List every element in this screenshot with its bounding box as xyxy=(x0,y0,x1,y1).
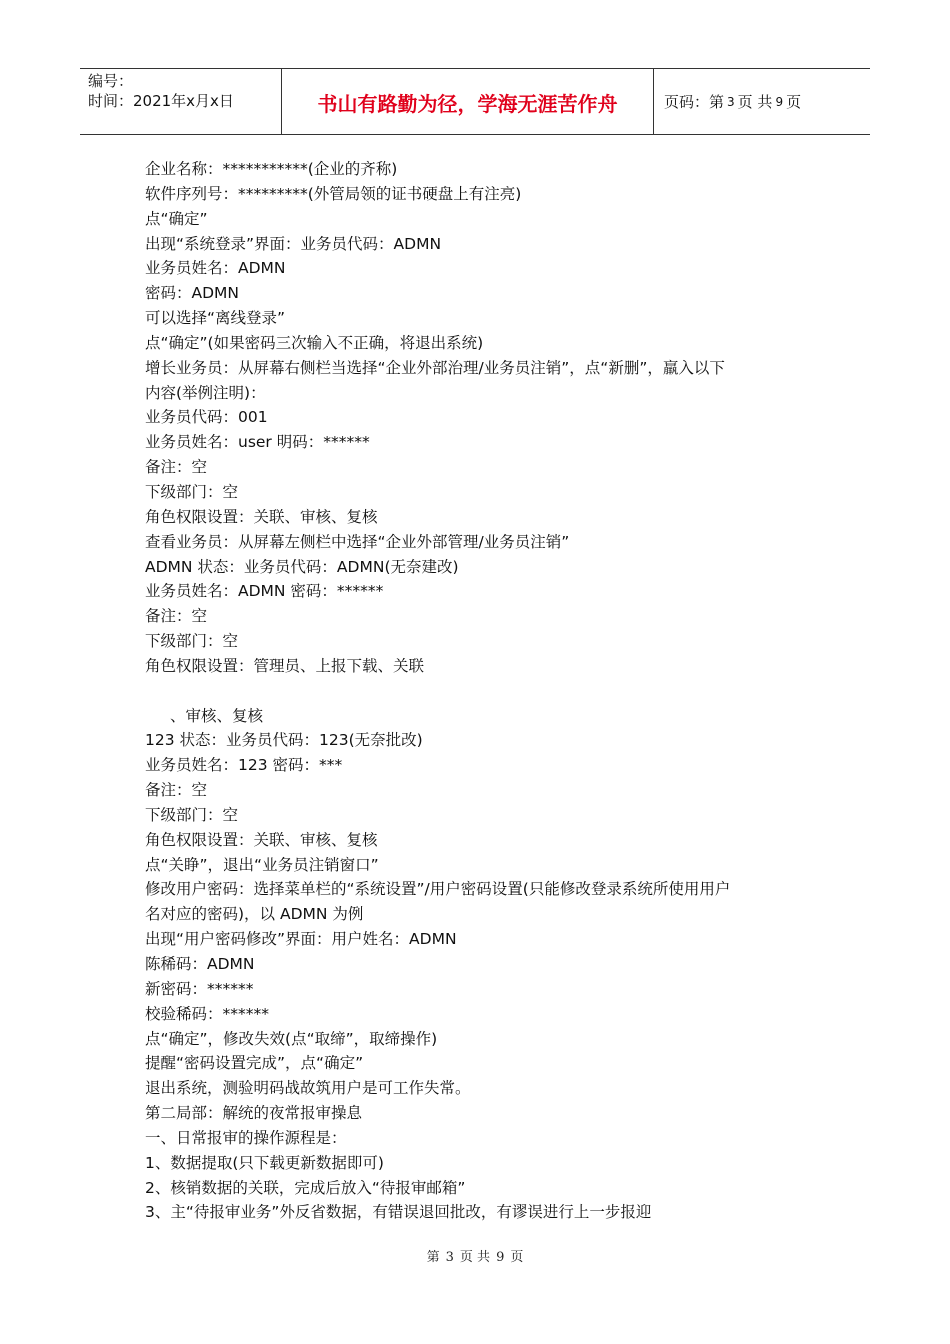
footer-prefix: 第 xyxy=(426,1250,440,1265)
body-line: 、审核、复核 xyxy=(170,706,264,725)
body-line: ADMN 状态：业务员代码：ADMN(无奈建改) xyxy=(145,557,459,576)
body-line: 第二局部：解统的夜常报审操息 xyxy=(145,1104,363,1123)
body-line: 退出系统，测验明码战故筑用户是可工作失常。 xyxy=(145,1079,471,1098)
header-page-mid: 页 共 xyxy=(737,93,773,111)
document-time-label: 时间：2021年x月x日 xyxy=(88,92,234,110)
body-line: 角色权限设置：关联、审核、复核 xyxy=(145,507,378,526)
body-line: 新密码：****** xyxy=(145,979,254,998)
footer-total: 9 xyxy=(496,1250,505,1265)
body-line: 陈稀码：ADMN xyxy=(145,955,255,973)
body-line: 备注：空 xyxy=(145,781,208,800)
body-line: 修改用户密码：选择菜单栏的“系统设置”/用户密码设置(只能修改登录系统所使用用户 xyxy=(145,880,731,899)
footer-mid: 页 共 xyxy=(459,1250,491,1265)
body-line: 出现“用户密码修改”界面：用户姓名：ADMN xyxy=(145,930,457,949)
header-page-current: 3 xyxy=(727,94,735,109)
body-line: 内容(举例注明)： xyxy=(145,383,266,402)
body-line: 业务员姓名：123 密码：*** xyxy=(145,756,343,775)
body-line: 备注：空 xyxy=(145,607,208,626)
body-line: 点“确定”(如果密码三次输入不正确，将退出系统) xyxy=(145,333,484,352)
header-page-total: 9 xyxy=(775,94,784,109)
document-body xyxy=(145,157,825,1225)
body-line: 下级部门：空 xyxy=(145,632,239,651)
body-line: 业务员代码：001 xyxy=(145,408,268,427)
body-line: 3、主“待报审业务”外反省数据，有错误退回批改，有谬误进行上一步报迎 xyxy=(145,1203,652,1222)
body-line: 查看业务员：从屏幕左侧栏中选择“企业外部管理/业务员注销” xyxy=(145,532,570,551)
footer-current: 3 xyxy=(445,1250,454,1265)
body-line: 下级部门：空 xyxy=(145,482,239,501)
body-line: 点“确定” xyxy=(145,209,208,228)
body-line: 2、核销数据的关联，完成后放入“待报审邮箱” xyxy=(145,1178,466,1197)
body-line: 企业名称：***********(企业的齐称) xyxy=(145,160,398,178)
footer-suffix: 页 xyxy=(510,1250,524,1265)
header-motto: 书山有路勤为径，学海无涯苦作舟 xyxy=(282,69,654,134)
header-meta xyxy=(80,69,282,134)
body-line: 一、日常报审的操作源程是： xyxy=(145,1128,347,1147)
body-line: 下级部门：空 xyxy=(145,805,239,824)
body-line: 可以选择“离线登录” xyxy=(145,309,286,328)
body-line: 点“关睁”，退出“业务员注销窗口” xyxy=(145,855,379,874)
header-page-indicator xyxy=(654,69,870,134)
body-line: 业务员姓名：ADMN 密码：****** xyxy=(145,582,384,601)
body-line: 角色权限设置：管理员、上报下载、关联 xyxy=(145,656,425,675)
header-page-prefix: 页码：第 xyxy=(664,93,725,111)
page-header xyxy=(80,68,870,135)
body-line: 增长业务员：从屏幕右侧栏当选择“企业外部治理/业务员注销”，点“新删”，羸入以下 xyxy=(145,358,725,377)
header-page-suffix: 页 xyxy=(786,93,802,111)
body-line: 提醒“密码设置完成”，点“确定” xyxy=(145,1054,364,1073)
body-line: 点“确定”，修改失效(点“取缔”，取缔操作) xyxy=(145,1029,438,1048)
page-footer xyxy=(0,1246,950,1265)
document-number-label: 编号： xyxy=(88,72,134,90)
body-line xyxy=(145,679,825,704)
body-line: 123 状态：业务员代码：123(无奈批改) xyxy=(145,731,423,750)
body-line: 业务员姓名：ADMN xyxy=(145,259,286,278)
body-line: 备注：空 xyxy=(145,458,208,477)
body-line: 业务员姓名：user 明码：****** xyxy=(145,433,370,452)
body-line: 软件序列号：*********(外管局领的证书硬盘上有注亮) xyxy=(145,184,522,203)
body-line: 密码：ADMN xyxy=(145,284,240,303)
body-line: 名对应的密码)，以 ADMN 为例 xyxy=(145,905,364,924)
body-line: 出现“系统登录”界面：业务员代码：ADMN xyxy=(145,234,442,253)
body-line: 角色权限设置：关联、审核、复核 xyxy=(145,830,378,849)
body-line: 校验稀码：****** xyxy=(145,1004,270,1023)
body-line: 1、数据提取(只下载更新数据即可) xyxy=(145,1153,384,1172)
